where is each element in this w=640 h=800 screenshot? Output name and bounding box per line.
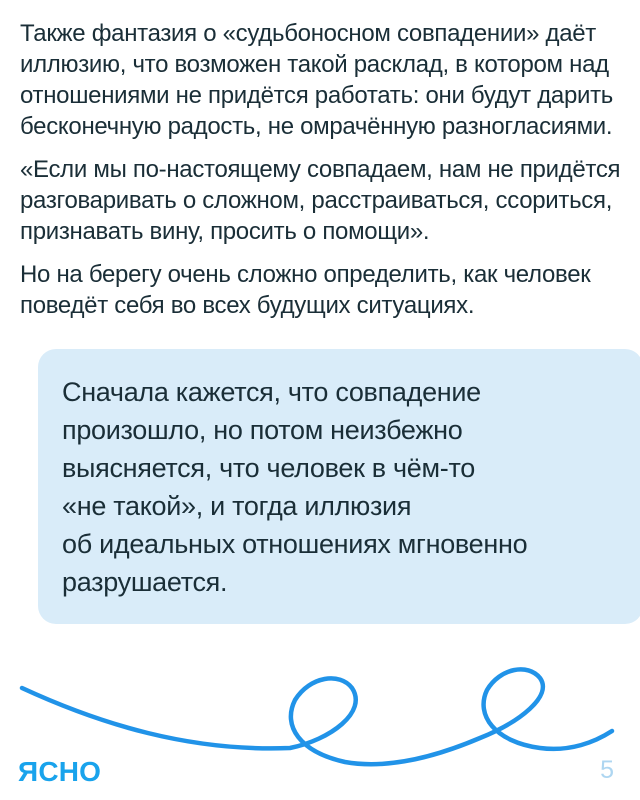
paragraph-line: признавать вину, просить о помощи». <box>20 218 430 245</box>
card-line: об идеальных отношениях мгновенно <box>62 529 528 559</box>
brand-logo: ЯСНО <box>18 756 102 787</box>
body-paragraph <box>20 154 623 247</box>
card-line: выясняется, что человек в чём-то <box>62 453 475 483</box>
card-line: Сначала кажется, что совпадение <box>62 377 481 407</box>
card-line: разрушается. <box>62 567 228 597</box>
paragraph-line: Также фантазия о «судьбоносном совпадении» даёт <box>20 20 596 47</box>
card-line: произошло, но потом неизбежно <box>62 415 463 445</box>
paragraph-line: бесконечную радость, не омрачённую разногласиями. <box>20 113 613 140</box>
squiggle-doodle-path <box>22 669 612 764</box>
paragraph-line: Но на берегу очень сложно определить, как человек <box>20 261 591 288</box>
paragraph-line: разговаривать о сложном, расстраиваться, ссориться, <box>20 187 613 214</box>
page-number: 5 <box>600 756 614 784</box>
body-paragraph <box>20 259 623 321</box>
body-paragraph <box>20 18 623 142</box>
highlight-card <box>38 349 640 624</box>
paragraph-line: отношениями не придётся работать: они будут дарить <box>20 82 614 109</box>
paragraph-line: поведёт себя во всех будущих ситуациях. <box>20 292 475 319</box>
paragraph-line: «Если мы по-настоящему совпадаем, нам не придётся <box>20 156 621 183</box>
paragraph-line: иллюзию, что возможен такой расклад, в котором над <box>20 51 609 78</box>
card-line: «не такой», и тогда иллюзия <box>62 491 412 521</box>
